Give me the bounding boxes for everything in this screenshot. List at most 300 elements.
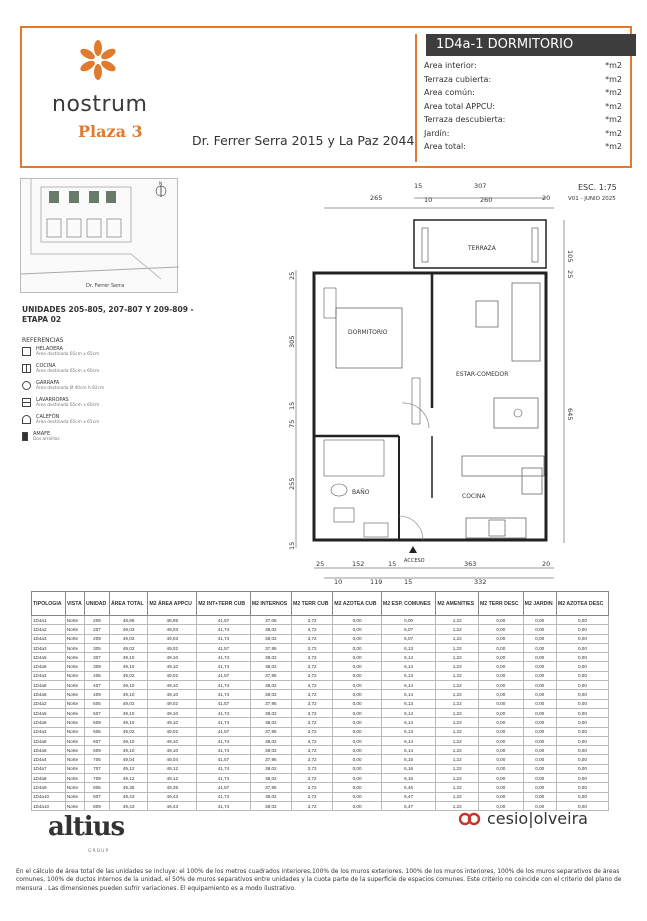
table-cell: 0,00: [556, 764, 608, 773]
table-cell: 1D4a8: [32, 774, 66, 783]
table-cell: 0,00: [333, 616, 382, 625]
dim-left: 305: [288, 335, 296, 348]
table-cell: 49,02: [148, 643, 197, 652]
table-cell: 1,22: [436, 774, 479, 783]
table-cell: 49,43: [148, 801, 197, 810]
table-row: [32, 718, 609, 727]
table-cell: 0,00: [556, 727, 608, 736]
table-cell: 1D4a2: [32, 643, 66, 652]
table-cell: 49,10: [109, 736, 147, 745]
table-cell: 0,00: [333, 764, 382, 773]
table-cell: 209: [85, 634, 110, 643]
table-cell: 0,00: [523, 653, 556, 662]
column-header: UNIDAD: [85, 592, 110, 616]
area-row: Terraza cubierta: *m2: [424, 74, 622, 84]
table-cell: 3,72: [292, 681, 333, 690]
table-cell: 6,14: [381, 653, 435, 662]
table-cell: 38,02: [250, 746, 291, 755]
room-label-bano: BAÑO: [352, 489, 370, 496]
table-cell: 6,15: [381, 755, 435, 764]
table-cell: 49,10: [148, 653, 197, 662]
table-cell: 3,72: [292, 774, 333, 783]
table-cell: 0,00: [523, 662, 556, 671]
table-row: [32, 792, 609, 801]
table-cell: 41,57: [197, 755, 251, 764]
table-cell: 49,35: [109, 783, 147, 792]
dim-top: 260: [480, 196, 493, 204]
table-cell: 605: [85, 727, 110, 736]
table-cell: 5,07: [381, 634, 435, 643]
gas-icon: [22, 381, 31, 390]
table-cell: 37,95: [250, 755, 291, 764]
table-cell: 0,00: [478, 764, 523, 773]
table-cell: 49,02: [148, 671, 197, 680]
table-cell: 0,00: [523, 643, 556, 652]
table-cell: 41,74: [197, 625, 251, 634]
table-cell: 1,22: [436, 746, 479, 755]
column-header: M2 INTERNOS: [250, 592, 291, 616]
table-cell: 1D4a6: [32, 662, 66, 671]
table-cell: 41,57: [197, 616, 251, 625]
table-cell: 1,22: [436, 755, 479, 764]
dim-top: 265: [370, 194, 383, 202]
dim-bottom: 363: [464, 560, 477, 568]
table-cell: 41,74: [197, 736, 251, 745]
table-cell: 49,12: [148, 764, 197, 773]
table-cell: Norte: [65, 681, 84, 690]
table-cell: 0,00: [556, 634, 608, 643]
table-cell: 0,00: [523, 634, 556, 643]
table-cell: 49,10: [109, 746, 147, 755]
table-cell: 305: [85, 643, 110, 652]
table-cell: 3,72: [292, 755, 333, 764]
table-cell: 38,02: [250, 681, 291, 690]
disclaimer: En el cálculo de área total de las unidades se incluye: el 100% de los metros cuadrados interiores,100% de los muros exteriores. 100% de los muros interiores, 100% de los muros separativos de áreas comunes, 100% de ductos internos de la unidad, el 50% de muros separativos entre unidades y la cuota parte de la superficie de espacios comunes. Este criterio no coincide con el criterio del plano de mensura . Las dimensiones pueden sufrir variaciones. El equipamiento es a modo ilustrativo.: [16, 868, 622, 892]
table-cell: 3,72: [292, 662, 333, 671]
table-cell: 38,02: [250, 774, 291, 783]
table-cell: 0,00: [478, 718, 523, 727]
table-cell: 0,00: [556, 699, 608, 708]
table-cell: 705: [85, 755, 110, 764]
table-cell: Norte: [65, 746, 84, 755]
table-cell: 48,95: [148, 616, 197, 625]
table-cell: 0,00: [556, 708, 608, 717]
table-cell: 0,00: [523, 718, 556, 727]
dim-left: 25: [288, 271, 296, 280]
table-cell: 0,00: [523, 681, 556, 690]
column-header: VISTA: [65, 592, 84, 616]
altius-sub: GROUP: [88, 849, 110, 854]
table-cell: 38,02: [250, 718, 291, 727]
table-cell: 0,00: [333, 671, 382, 680]
table-cell: 0,00: [478, 783, 523, 792]
table-cell: 41,74: [197, 708, 251, 717]
table-cell: 1,22: [436, 690, 479, 699]
brand-sub: Plaza 3: [78, 122, 143, 141]
table-cell: 1D4a4: [32, 755, 66, 764]
table-cell: 0,00: [523, 801, 556, 810]
table-cell: 1D4a8: [32, 736, 66, 745]
table-cell: 3,72: [292, 801, 333, 810]
brand-name: nostrum: [52, 92, 148, 117]
table-cell: 709: [85, 774, 110, 783]
table-cell: 6,46: [381, 783, 435, 792]
table-cell: 0,00: [478, 708, 523, 717]
table-cell: 0,00: [333, 801, 382, 810]
refs-title: REFERENCIAS: [22, 337, 64, 344]
table-cell: 0,00: [333, 727, 382, 736]
table-cell: 1,22: [436, 699, 479, 708]
area-row: Area total: *m2: [424, 142, 622, 151]
table-cell: 6,14: [381, 681, 435, 690]
table-cell: 0,00: [523, 708, 556, 717]
table-cell: 0,00: [478, 690, 523, 699]
dim-top: 20: [542, 194, 551, 202]
column-header: M2 AMENITIES: [436, 592, 479, 616]
table-cell: 5,07: [381, 625, 435, 634]
room-label-cocina: COCINA: [462, 493, 486, 500]
table-cell: 1D4a2: [32, 699, 66, 708]
table-row: [32, 764, 609, 773]
table-cell: Norte: [65, 774, 84, 783]
column-header: M2 TERR DESC: [478, 592, 523, 616]
areas-list: [424, 61, 622, 156]
table-cell: 49,10: [148, 746, 197, 755]
divider: [415, 34, 417, 162]
table-cell: 38,02: [250, 662, 291, 671]
table-cell: 0,00: [333, 690, 382, 699]
room-label-terraza: TERRAZA: [468, 245, 496, 252]
table-row: [32, 746, 609, 755]
column-header: M2 AZOTEA CUB: [333, 592, 382, 616]
dim-bottom: 15: [388, 560, 397, 568]
dim-bottom: 20: [542, 560, 551, 568]
column-header: ÁREA TOTAL: [109, 592, 147, 616]
table-cell: 0,00: [523, 625, 556, 634]
table-cell: 1D4a7: [32, 764, 66, 773]
table-cell: Norte: [65, 634, 84, 643]
table-cell: 0,00: [523, 755, 556, 764]
table-cell: 37,05: [250, 616, 291, 625]
table-cell: 0,00: [333, 774, 382, 783]
table-cell: 0,00: [333, 792, 382, 801]
table-cell: 0,00: [478, 643, 523, 652]
table-cell: 37,95: [250, 671, 291, 680]
table-cell: 0,00: [556, 783, 608, 792]
table-cell: 0,00: [523, 746, 556, 755]
table-body: [32, 616, 609, 811]
table-cell: 49,02: [109, 671, 147, 680]
table-cell: 38,02: [250, 764, 291, 773]
table-cell: 607: [85, 736, 110, 745]
table-cell: 6,14: [381, 690, 435, 699]
table-cell: 3,72: [292, 708, 333, 717]
reference-item: COCINA Área destinada 65cm x 60cm: [22, 363, 172, 374]
table-cell: 0,00: [478, 616, 523, 625]
column-header: M2 INT+TERR CUB: [197, 592, 251, 616]
table-cell: Norte: [65, 699, 84, 708]
table-cell: 49,10: [148, 718, 197, 727]
dim-right: 645: [566, 408, 574, 421]
table-cell: 0,00: [333, 653, 382, 662]
table-cell: 49,10: [148, 708, 197, 717]
column-header: M2 JARDIN: [523, 592, 556, 616]
table-cell: 0,00: [523, 783, 556, 792]
table-cell: 707: [85, 764, 110, 773]
table-cell: 3,72: [292, 671, 333, 680]
table-cell: 207: [85, 625, 110, 634]
table-cell: 0,00: [478, 727, 523, 736]
table-cell: 6,14: [381, 662, 435, 671]
cesio-olveira-logo: [459, 809, 588, 828]
reference-item: CALEFÓN Área destinada 65cm x 65cm: [22, 414, 172, 425]
table-cell: 3,72: [292, 783, 333, 792]
header-box: [20, 26, 632, 168]
table-cell: 37,95: [250, 783, 291, 792]
dim-left: 255: [288, 477, 296, 490]
table-row: [32, 708, 609, 717]
table-cell: 41,74: [197, 653, 251, 662]
table-cell: 41,57: [197, 643, 251, 652]
dim-bottom: 10: [334, 578, 343, 586]
table-cell: 0,00: [333, 736, 382, 745]
table-cell: 1,22: [436, 708, 479, 717]
table-cell: 507: [85, 708, 110, 717]
table-cell: 0,00: [556, 746, 608, 755]
table-cell: Norte: [65, 653, 84, 662]
site-plan: [20, 178, 178, 293]
table-row: [32, 783, 609, 792]
table-cell: 6,14: [381, 708, 435, 717]
table-cell: 807: [85, 792, 110, 801]
reference-item: HELADERA Área destinada 65cm x 65cm: [22, 346, 172, 357]
table-cell: 0,00: [556, 792, 608, 801]
dim-top: 10: [424, 196, 433, 204]
table-cell: 1D4a2: [32, 727, 66, 736]
table-cell: 1D4a3: [32, 634, 66, 643]
table-cell: 0,00: [333, 699, 382, 708]
table-cell: 1D4a6: [32, 718, 66, 727]
table-cell: 0,00: [556, 774, 608, 783]
amafe-icon: [22, 432, 28, 441]
table-cell: 49,10: [109, 653, 147, 662]
table-cell: 0,00: [556, 681, 608, 690]
table-header: [32, 592, 609, 616]
table-cell: 41,74: [197, 681, 251, 690]
dim-bottom: 119: [370, 578, 383, 586]
table-cell: 49,10: [109, 708, 147, 717]
table-cell: Norte: [65, 736, 84, 745]
version-label: V01 - JUNIO 2025: [568, 196, 616, 202]
table-cell: 1D4a10: [32, 801, 66, 810]
table-cell: 37,95: [250, 699, 291, 708]
access-label: ACCESO: [404, 558, 425, 564]
table-cell: 38,02: [250, 653, 291, 662]
table-cell: 0,00: [333, 643, 382, 652]
table-cell: 809: [85, 801, 110, 810]
table-cell: 0,00: [523, 616, 556, 625]
table-cell: 3,72: [292, 727, 333, 736]
table-cell: 0,00: [556, 643, 608, 652]
table-cell: 49,12: [148, 774, 197, 783]
table-cell: 49,03: [148, 634, 197, 643]
table-cell: 0,00: [523, 764, 556, 773]
table-cell: 49,03: [109, 625, 147, 634]
table-cell: 49,43: [148, 792, 197, 801]
stove-icon: [22, 364, 31, 373]
column-header: M2 ÁREA APPCU: [148, 592, 197, 616]
table-cell: 6,47: [381, 792, 435, 801]
reference-item: LAVARROPAS Área destinada 65cm x 60cm: [22, 397, 172, 408]
table-row: [32, 616, 609, 625]
table-cell: Norte: [65, 643, 84, 652]
table-cell: 1D4a5: [32, 708, 66, 717]
table-cell: 1,22: [436, 634, 479, 643]
table-cell: 6,47: [381, 801, 435, 810]
table-cell: 38,02: [250, 792, 291, 801]
table-cell: 0,00: [478, 746, 523, 755]
table-cell: 0,00: [333, 708, 382, 717]
table-cell: 1,22: [436, 625, 479, 634]
table-cell: Norte: [65, 801, 84, 810]
table-cell: 6,16: [381, 764, 435, 773]
table-cell: 49,10: [148, 681, 197, 690]
table-cell: 6,13: [381, 699, 435, 708]
area-row: Area común: *m2: [424, 88, 622, 97]
table-cell: 1,22: [436, 653, 479, 662]
table-cell: 1D4a1: [32, 616, 66, 625]
table-cell: 0,00: [333, 755, 382, 764]
table-cell: 0,00: [478, 671, 523, 680]
table-cell: 0,00: [556, 616, 608, 625]
table-row: [32, 774, 609, 783]
table-cell: 0,00: [333, 681, 382, 690]
table-cell: 1D4a9: [32, 783, 66, 792]
table-cell: 0,00: [556, 736, 608, 745]
table-cell: 0,00: [523, 699, 556, 708]
table-cell: 0,00: [333, 634, 382, 643]
dim-left: 15: [288, 541, 296, 550]
table-cell: 307: [85, 653, 110, 662]
table-cell: 48,95: [109, 616, 147, 625]
column-header: M2 AZOTEA DESC: [556, 592, 608, 616]
table-cell: 41,57: [197, 727, 251, 736]
table-cell: 3,72: [292, 718, 333, 727]
table-cell: 41,74: [197, 634, 251, 643]
table-cell: 1D4a10: [32, 792, 66, 801]
table-cell: 0,00: [478, 801, 523, 810]
table-cell: 1,22: [436, 662, 479, 671]
table-cell: 0,00: [478, 662, 523, 671]
table-cell: 1D4a2: [32, 625, 66, 634]
table-cell: 206: [85, 616, 110, 625]
table-row: [32, 643, 609, 652]
table-cell: 0,00: [523, 736, 556, 745]
table-cell: 3,72: [292, 625, 333, 634]
heater-icon: [22, 415, 31, 424]
table-cell: 41,74: [197, 764, 251, 773]
washer-icon: [22, 398, 31, 407]
table-cell: 0,00: [523, 671, 556, 680]
table-cell: 6,13: [381, 643, 435, 652]
table-cell: 0,00: [523, 690, 556, 699]
table-cell: 0,00: [556, 801, 608, 810]
table-cell: 49,02: [109, 699, 147, 708]
table-cell: 409: [85, 690, 110, 699]
table-cell: 38,02: [250, 634, 291, 643]
table-cell: 49,12: [109, 764, 147, 773]
reference-item: AMAFE Dos arrolllos: [22, 431, 172, 442]
table-cell: 0,00: [556, 653, 608, 662]
cesio-mark-icon: [459, 812, 481, 826]
table-cell: 49,02: [109, 727, 147, 736]
table-cell: 0,00: [556, 671, 608, 680]
dim-top: 307: [474, 182, 487, 190]
dim-bottom: 25: [316, 560, 325, 568]
table-cell: 1D4a8: [32, 681, 66, 690]
table-cell: Norte: [65, 708, 84, 717]
fridge-icon: [22, 347, 31, 356]
column-header: M2 TERR CUB: [292, 592, 333, 616]
table-cell: 6,16: [381, 774, 435, 783]
table-cell: 41,74: [197, 746, 251, 755]
table-cell: 0,00: [523, 727, 556, 736]
table-cell: Norte: [65, 625, 84, 634]
table-cell: Norte: [65, 764, 84, 773]
table-cell: Norte: [65, 662, 84, 671]
table-cell: 41,57: [197, 699, 251, 708]
table-cell: 49,10: [109, 690, 147, 699]
unit-title: 1D4a-1 DORMITORIO: [426, 34, 636, 56]
table-cell: 0,00: [478, 625, 523, 634]
table-cell: 0,00: [478, 681, 523, 690]
table-cell: 3,72: [292, 792, 333, 801]
room-label-estar: ESTAR-COMEDOR: [456, 371, 509, 378]
table-cell: 6,14: [381, 736, 435, 745]
dim-right: 105: [566, 250, 574, 263]
table-cell: 0,00: [381, 616, 435, 625]
table-cell: 1,22: [436, 792, 479, 801]
table-cell: 0,00: [556, 718, 608, 727]
table-row: [32, 755, 609, 764]
table-cell: 3,72: [292, 634, 333, 643]
cesio-text: cesio|olveira: [487, 809, 588, 828]
svg-text:N: N: [159, 181, 162, 186]
table-cell: 3,72: [292, 653, 333, 662]
table-cell: 1,22: [436, 643, 479, 652]
table-cell: 0,00: [478, 653, 523, 662]
table-cell: 3,72: [292, 643, 333, 652]
table-row: [32, 681, 609, 690]
table-row: [32, 634, 609, 643]
units-text: UNIDADES 205-805, 207-807 Y 209-809 - ETAPA 02: [22, 305, 194, 324]
table-cell: 38,02: [250, 801, 291, 810]
table-cell: 0,00: [478, 634, 523, 643]
table-cell: Norte: [65, 616, 84, 625]
table-cell: 1,22: [436, 616, 479, 625]
table-row: [32, 736, 609, 745]
table-cell: 41,57: [197, 671, 251, 680]
flower-logo-icon: [76, 38, 120, 82]
table-cell: 0,00: [523, 792, 556, 801]
table-cell: 49,10: [148, 690, 197, 699]
table-cell: 49,02: [148, 727, 197, 736]
table-cell: 0,00: [556, 625, 608, 634]
table-cell: 1D4a2: [32, 671, 66, 680]
table-row: [32, 625, 609, 634]
table-cell: Norte: [65, 783, 84, 792]
table-cell: 0,00: [556, 755, 608, 764]
